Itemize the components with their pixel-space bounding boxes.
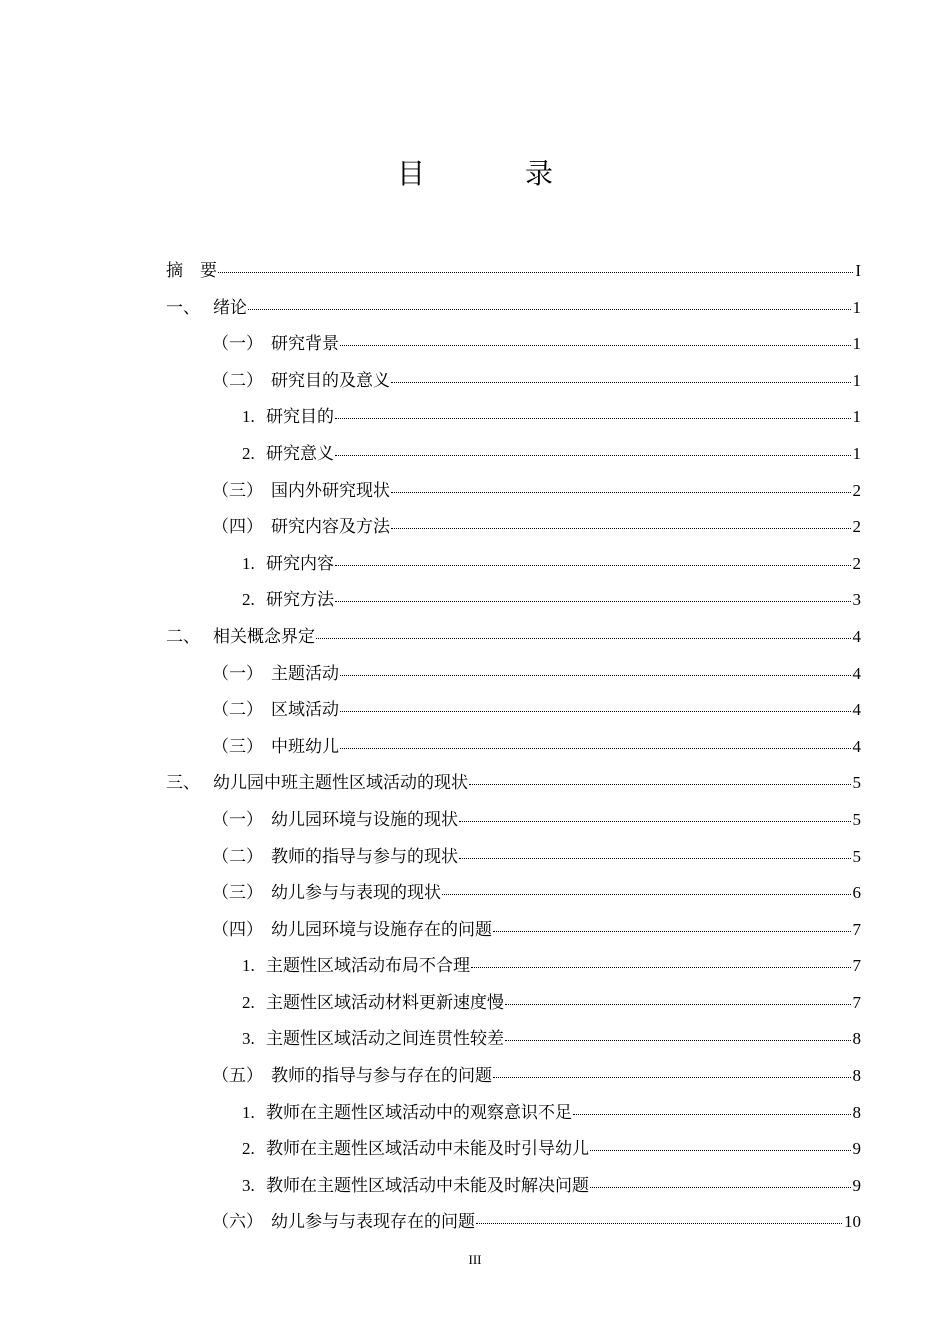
dot-leader (340, 711, 851, 712)
toc-entry-number: 1. (242, 1102, 255, 1122)
toc-entry-number: （二） (212, 846, 263, 867)
toc-entry-page: 2 (852, 480, 861, 500)
toc-entry[interactable] (166, 439, 861, 476)
toc-entry-number: 1. (242, 956, 255, 976)
toc-entry-number: 2. (242, 443, 255, 463)
toc-entry[interactable] (166, 1061, 861, 1098)
toc-entry-number: 二、 (166, 626, 200, 647)
toc-entry-number: 一、 (166, 297, 200, 318)
toc-entry-number: 三、 (166, 773, 200, 794)
page-number: III (468, 1252, 482, 1267)
dot-leader (590, 1187, 851, 1188)
dot-leader (459, 858, 851, 859)
toc-entry[interactable] (166, 842, 861, 879)
toc-entry-title: 幼儿园中班主题性区域活动的现状 (213, 773, 468, 794)
toc-entry-number: （六） (212, 1212, 263, 1233)
toc-entry-page: 4 (852, 626, 861, 646)
dot-leader (340, 675, 851, 676)
toc-entry-page: 7 (852, 919, 861, 939)
toc-entry-number: （二） (212, 700, 263, 721)
toc-entry-title: 研究内容及方法 (271, 517, 390, 538)
dot-leader (493, 931, 851, 932)
toc-entry-title: 教师的指导与参与存在的问题 (271, 1066, 492, 1087)
toc-entry-page: 1 (852, 407, 861, 427)
toc-entry-page: 4 (852, 736, 861, 756)
toc-entry-title: 幼儿参与与表现的现状 (271, 883, 441, 904)
toc-entry[interactable] (166, 585, 861, 622)
toc-entry[interactable] (166, 1171, 861, 1208)
toc-entry-number: （三） (212, 480, 263, 501)
toc-entry-number: 3. (242, 1029, 255, 1049)
toc-entry-page: 5 (852, 809, 861, 829)
toc-entry-number: 1. (242, 553, 255, 573)
toc-entry-number: 1. (242, 407, 255, 427)
toc-entry-title: 绪论 (213, 297, 247, 318)
toc-entry-number: （二） (212, 370, 263, 391)
toc-entry-number: 2. (242, 1139, 255, 1159)
toc-entry-title: 研究目的 (266, 407, 334, 428)
dot-leader (476, 1223, 842, 1224)
toc-entry[interactable] (166, 951, 861, 988)
toc-entry-title: 研究内容 (266, 553, 334, 574)
dot-leader (335, 455, 851, 456)
toc-entry-number: （四） (212, 517, 263, 538)
toc-entry-title: 幼儿参与与表现存在的问题 (271, 1212, 475, 1233)
toc-entry-number: 2. (242, 992, 255, 1012)
dot-leader (471, 967, 851, 968)
toc-entry-title: 研究方法 (266, 590, 334, 611)
toc-entry-page: 5 (852, 846, 861, 866)
toc-entry-page: 4 (852, 663, 861, 683)
toc-entry[interactable] (166, 732, 861, 769)
table-of-contents (166, 256, 861, 1244)
toc-entry-page: 1 (852, 334, 861, 354)
toc-entry-page: 5 (852, 773, 861, 793)
toc-entry-number: 2. (242, 590, 255, 610)
toc-entry-page: 9 (852, 1175, 861, 1195)
toc-entry-page: 1 (852, 297, 861, 317)
toc-entry-page: I (855, 261, 861, 280)
toc-entry-number: （一） (212, 334, 263, 355)
toc-entry[interactable] (166, 1098, 861, 1135)
toc-entry-title: 教师在主题性区域活动中的观察意识不足 (266, 1102, 572, 1123)
toc-entry-title: 幼儿园环境与设施存在的问题 (271, 919, 492, 940)
toc-entry-page: 8 (852, 1066, 861, 1086)
toc-entry[interactable] (166, 988, 861, 1025)
toc-entry[interactable] (166, 878, 861, 915)
dot-leader (340, 748, 851, 749)
toc-entry[interactable] (166, 1134, 861, 1171)
toc-entry[interactable] (166, 695, 861, 732)
toc-entry-title: 区域活动 (271, 700, 339, 721)
toc-entry-page: 6 (852, 883, 861, 903)
dot-leader (391, 382, 851, 383)
dot-leader (335, 418, 851, 419)
dot-leader (505, 1004, 851, 1005)
dot-leader (335, 565, 851, 566)
toc-entry[interactable] (166, 1207, 861, 1244)
toc-entry-number: 摘 要 (166, 261, 217, 281)
toc-entry-number: （一） (212, 663, 263, 684)
toc-entry-title: 教师在主题性区域活动中未能及时引导幼儿 (266, 1139, 589, 1160)
toc-entry-page: 8 (852, 1029, 861, 1049)
dot-leader (459, 821, 851, 822)
toc-entry-number: （四） (212, 919, 263, 940)
dot-leader (469, 784, 851, 785)
toc-entry-title: 研究意义 (266, 443, 334, 464)
toc-entry[interactable] (166, 622, 861, 659)
toc-entry[interactable] (166, 768, 861, 805)
toc-entry-title: 主题性区域活动布局不合理 (266, 956, 470, 977)
dot-leader (590, 1150, 851, 1151)
toc-entry-title: 幼儿园环境与设施的现状 (271, 809, 458, 830)
toc-entry[interactable] (166, 366, 861, 403)
toc-entry-page: 10 (844, 1212, 861, 1232)
dot-leader (391, 492, 851, 493)
toc-entry-title: 主题活动 (271, 663, 339, 684)
toc-entry-number: （一） (212, 809, 263, 830)
toc-entry[interactable] (166, 256, 861, 293)
toc-entry-title: 研究背景 (271, 334, 339, 355)
toc-entry-page: 3 (852, 590, 861, 610)
dot-leader (442, 894, 851, 895)
dot-leader (316, 638, 851, 639)
toc-entry[interactable] (166, 1024, 861, 1061)
toc-entry-number: 3. (242, 1175, 255, 1195)
toc-entry-page: 7 (852, 956, 861, 976)
dot-leader (493, 1077, 851, 1078)
toc-entry-page: 1 (852, 370, 861, 390)
toc-entry-page: 7 (852, 992, 861, 1012)
dot-leader (505, 1040, 851, 1041)
toc-entry[interactable] (166, 402, 861, 439)
toc-entry-title: 相关概念界定 (213, 626, 315, 647)
toc-entry[interactable] (166, 329, 861, 366)
toc-entry-number: （三） (212, 736, 263, 757)
dot-leader (340, 345, 851, 346)
toc-entry[interactable] (166, 293, 861, 330)
dot-leader (335, 601, 851, 602)
toc-entry-title: 国内外研究现状 (271, 480, 390, 501)
toc-entry-number: （三） (212, 883, 263, 904)
toc-entry-title: 教师的指导与参与的现状 (271, 846, 458, 867)
toc-entry-title: 教师在主题性区域活动中未能及时解决问题 (266, 1175, 589, 1196)
toc-entry-page: 2 (852, 517, 861, 537)
toc-entry-title: 主题性区域活动材料更新速度慢 (266, 992, 504, 1013)
toc-entry-page: 4 (852, 700, 861, 720)
toc-entry-number: （五） (212, 1066, 263, 1087)
toc-entry-page: 9 (852, 1139, 861, 1159)
dot-leader (391, 528, 851, 529)
toc-entry-title: 研究目的及意义 (271, 370, 390, 391)
toc-entry[interactable] (166, 512, 861, 549)
toc-entry[interactable] (166, 476, 861, 513)
toc-entry[interactable] (166, 805, 861, 842)
toc-entry-page: 2 (852, 553, 861, 573)
toc-entry[interactable] (166, 915, 861, 952)
toc-entry[interactable] (166, 549, 861, 586)
toc-entry-page: 8 (852, 1102, 861, 1122)
dot-leader (218, 272, 853, 273)
page-title: 目 录 (396, 157, 589, 190)
toc-entry-page: 1 (852, 443, 861, 463)
dot-leader (573, 1114, 851, 1115)
dot-leader (248, 309, 851, 310)
toc-entry[interactable] (166, 659, 861, 696)
toc-entry-title: 主题性区域活动之间连贯性较差 (266, 1029, 504, 1050)
toc-entry-title: 中班幼儿 (271, 736, 339, 757)
